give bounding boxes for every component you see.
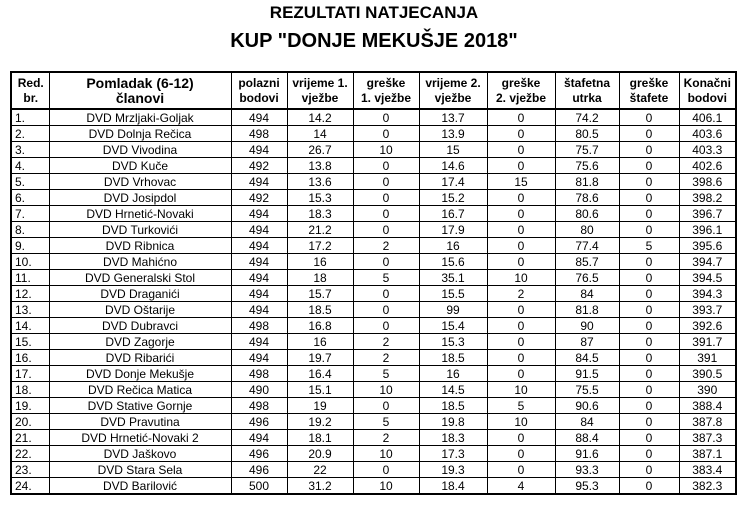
- relay-cell: 80.5: [555, 126, 619, 142]
- start-points-cell: 492: [231, 158, 287, 174]
- time-1-cell: 16: [287, 334, 353, 350]
- errors-2-cell: 0: [487, 206, 555, 222]
- errors-1-cell: 0: [353, 109, 419, 126]
- relay-cell: 85.7: [555, 254, 619, 270]
- time-2-cell: 16: [419, 366, 487, 382]
- team-cell: DVD Donje Mekušje: [49, 366, 231, 382]
- errors-1-cell: 0: [353, 174, 419, 190]
- time-2-cell: 16.7: [419, 206, 487, 222]
- relay-cell: 90: [555, 318, 619, 334]
- relay-errors-cell: 0: [619, 206, 679, 222]
- time-1-cell: 13.6: [287, 174, 353, 190]
- relay-cell: 77.4: [555, 238, 619, 254]
- time-1-cell: 14.2: [287, 109, 353, 126]
- time-1-cell: 18: [287, 270, 353, 286]
- table-row: [11, 430, 736, 446]
- time-2-cell: 18.5: [419, 398, 487, 414]
- team-cell: DVD Josipdol: [49, 190, 231, 206]
- final-points-cell: 394.7: [679, 254, 736, 270]
- relay-cell: 90.6: [555, 398, 619, 414]
- relay-errors-cell: 0: [619, 158, 679, 174]
- errors-1-cell: 0: [353, 190, 419, 206]
- relay-errors-cell: 0: [619, 222, 679, 238]
- table-row: [11, 382, 736, 398]
- competition-title: KUP "DONJE MEKUŠJE 2018": [230, 30, 518, 52]
- errors-1-cell: 5: [353, 366, 419, 382]
- errors-2-cell: 0: [487, 254, 555, 270]
- relay-errors-cell: 0: [619, 398, 679, 414]
- start-points-cell: 500: [231, 478, 287, 495]
- rank-cell: 13.: [11, 302, 49, 318]
- time-1-cell: 21.2: [287, 222, 353, 238]
- final-points-cell: 387.8: [679, 414, 736, 430]
- errors-1-cell: 0: [353, 254, 419, 270]
- start-points-cell: 494: [231, 109, 287, 126]
- final-points-cell: 382.3: [679, 478, 736, 495]
- final-points-cell: 391.7: [679, 334, 736, 350]
- page-title: REZULTATI NATJECANJA: [269, 3, 479, 22]
- time-1-cell: 17.2: [287, 238, 353, 254]
- table-row: [11, 302, 736, 318]
- start-points-cell: 494: [231, 174, 287, 190]
- final-points-cell: 387.3: [679, 430, 736, 446]
- relay-errors-cell: 0: [619, 446, 679, 462]
- final-points-cell: 402.6: [679, 158, 736, 174]
- time-1-cell: 22: [287, 462, 353, 478]
- team-cell: DVD Ribarići: [49, 350, 231, 366]
- rank-cell: 6.: [11, 190, 49, 206]
- table-row: [11, 109, 736, 126]
- team-cell: DVD Turkovići: [49, 222, 231, 238]
- time-2-cell: 19.3: [419, 462, 487, 478]
- table-row: [11, 206, 736, 222]
- relay-cell: 80: [555, 222, 619, 238]
- time-1-cell: 18.3: [287, 206, 353, 222]
- col-relay: štafetna utrka: [555, 72, 619, 109]
- relay-cell: 75.5: [555, 382, 619, 398]
- team-cell: DVD Rečica Matica: [49, 382, 231, 398]
- relay-errors-cell: 0: [619, 334, 679, 350]
- time-1-cell: 20.9: [287, 446, 353, 462]
- time-2-cell: 17.9: [419, 222, 487, 238]
- errors-2-cell: 0: [487, 142, 555, 158]
- time-2-cell: 18.4: [419, 478, 487, 495]
- time-2-cell: 19.8: [419, 414, 487, 430]
- errors-1-cell: 0: [353, 286, 419, 302]
- final-points-cell: 390.5: [679, 366, 736, 382]
- start-points-cell: 494: [231, 238, 287, 254]
- rank-cell: 23.: [11, 462, 49, 478]
- col-team: Pomladak (6-12) članovi: [49, 72, 231, 109]
- team-cell: DVD Stara Sela: [49, 462, 231, 478]
- start-points-cell: 494: [231, 270, 287, 286]
- relay-cell: 75.7: [555, 142, 619, 158]
- table-row: [11, 414, 736, 430]
- table-row: [11, 190, 736, 206]
- time-2-cell: 14.5: [419, 382, 487, 398]
- team-cell: DVD Dubravci: [49, 318, 231, 334]
- time-2-cell: 16: [419, 238, 487, 254]
- rank-cell: 4.: [11, 158, 49, 174]
- time-1-cell: 16.4: [287, 366, 353, 382]
- relay-errors-cell: 0: [619, 478, 679, 495]
- start-points-cell: 490: [231, 382, 287, 398]
- start-points-cell: 494: [231, 302, 287, 318]
- col-rank: Red. br.: [11, 72, 49, 109]
- rank-cell: 8.: [11, 222, 49, 238]
- relay-cell: 80.6: [555, 206, 619, 222]
- errors-2-cell: 0: [487, 222, 555, 238]
- errors-2-cell: 10: [487, 270, 555, 286]
- time-1-cell: 19: [287, 398, 353, 414]
- errors-2-cell: 0: [487, 302, 555, 318]
- team-cell: DVD Draganići: [49, 286, 231, 302]
- table-row: [11, 334, 736, 350]
- relay-cell: 91.6: [555, 446, 619, 462]
- team-cell: DVD Hrnetić-Novaki 2: [49, 430, 231, 446]
- final-points-cell: 406.1: [679, 109, 736, 126]
- table-row: [11, 446, 736, 462]
- errors-1-cell: 2: [353, 238, 419, 254]
- errors-2-cell: 0: [487, 238, 555, 254]
- relay-errors-cell: 0: [619, 302, 679, 318]
- relay-cell: 91.5: [555, 366, 619, 382]
- relay-errors-cell: 0: [619, 286, 679, 302]
- team-cell: DVD Hrnetić-Novaki: [49, 206, 231, 222]
- final-points-cell: 394.5: [679, 270, 736, 286]
- final-points-cell: 403.6: [679, 126, 736, 142]
- start-points-cell: 494: [231, 222, 287, 238]
- time-1-cell: 15.3: [287, 190, 353, 206]
- relay-cell: 84.5: [555, 350, 619, 366]
- time-1-cell: 31.2: [287, 478, 353, 495]
- relay-cell: 95.3: [555, 478, 619, 495]
- errors-2-cell: 0: [487, 158, 555, 174]
- time-1-cell: 19.2: [287, 414, 353, 430]
- team-cell: DVD Vrhovac: [49, 174, 231, 190]
- errors-1-cell: 0: [353, 206, 419, 222]
- time-2-cell: 14.6: [419, 158, 487, 174]
- time-2-cell: 15.4: [419, 318, 487, 334]
- final-points-cell: 396.7: [679, 206, 736, 222]
- relay-errors-cell: 0: [619, 350, 679, 366]
- final-points-cell: 387.1: [679, 446, 736, 462]
- rank-cell: 7.: [11, 206, 49, 222]
- relay-cell: 81.8: [555, 174, 619, 190]
- start-points-cell: 498: [231, 318, 287, 334]
- col-errors-2: greške 2. vježbe: [487, 72, 555, 109]
- time-2-cell: 35.1: [419, 270, 487, 286]
- start-points-cell: 494: [231, 286, 287, 302]
- table-row: [11, 318, 736, 334]
- errors-2-cell: 0: [487, 430, 555, 446]
- relay-cell: 84: [555, 414, 619, 430]
- rank-cell: 18.: [11, 382, 49, 398]
- time-2-cell: 18.5: [419, 350, 487, 366]
- relay-cell: 93.3: [555, 462, 619, 478]
- rank-cell: 17.: [11, 366, 49, 382]
- team-cell: DVD Zagorje: [49, 334, 231, 350]
- time-2-cell: 13.7: [419, 109, 487, 126]
- time-1-cell: 16: [287, 254, 353, 270]
- errors-2-cell: 10: [487, 414, 555, 430]
- rank-cell: 22.: [11, 446, 49, 462]
- relay-errors-cell: 5: [619, 238, 679, 254]
- time-1-cell: 15.1: [287, 382, 353, 398]
- table-row: [11, 398, 736, 414]
- start-points-cell: 498: [231, 126, 287, 142]
- table-row: [11, 478, 736, 495]
- final-points-cell: 396.1: [679, 222, 736, 238]
- col-time-2: vrijeme 2. vježbe: [419, 72, 487, 109]
- rank-cell: 21.: [11, 430, 49, 446]
- relay-errors-cell: 0: [619, 254, 679, 270]
- team-cell: DVD Vivodina: [49, 142, 231, 158]
- time-1-cell: 26.7: [287, 142, 353, 158]
- time-2-cell: 15.6: [419, 254, 487, 270]
- start-points-cell: 494: [231, 350, 287, 366]
- rank-cell: 11.: [11, 270, 49, 286]
- table-row: [11, 462, 736, 478]
- col-time-1: vrijeme 1. vježbe: [287, 72, 353, 109]
- errors-2-cell: 0: [487, 109, 555, 126]
- final-points-cell: 393.7: [679, 302, 736, 318]
- team-cell: DVD Kuče: [49, 158, 231, 174]
- col-relay-errors: greške štafete: [619, 72, 679, 109]
- table-row: [11, 286, 736, 302]
- final-points-cell: 392.6: [679, 318, 736, 334]
- start-points-cell: 498: [231, 366, 287, 382]
- table-row: [11, 366, 736, 382]
- team-cell: DVD Oštarije: [49, 302, 231, 318]
- rank-cell: 15.: [11, 334, 49, 350]
- errors-2-cell: 5: [487, 398, 555, 414]
- table-row: [11, 350, 736, 366]
- relay-cell: 88.4: [555, 430, 619, 446]
- relay-cell: 87: [555, 334, 619, 350]
- final-points-cell: 395.6: [679, 238, 736, 254]
- errors-2-cell: 15: [487, 174, 555, 190]
- final-points-cell: 403.3: [679, 142, 736, 158]
- final-points-cell: 383.4: [679, 462, 736, 478]
- table-row: [11, 142, 736, 158]
- col-errors-1: greške 1. vježbe: [353, 72, 419, 109]
- relay-errors-cell: 0: [619, 190, 679, 206]
- errors-2-cell: 0: [487, 462, 555, 478]
- rank-cell: 16.: [11, 350, 49, 366]
- table-row: [11, 174, 736, 190]
- errors-1-cell: 0: [353, 222, 419, 238]
- rank-cell: 2.: [11, 126, 49, 142]
- rank-cell: 14.: [11, 318, 49, 334]
- errors-1-cell: 10: [353, 142, 419, 158]
- table-row: [11, 222, 736, 238]
- team-cell: DVD Barilović: [49, 478, 231, 495]
- start-points-cell: 492: [231, 190, 287, 206]
- rank-cell: 9.: [11, 238, 49, 254]
- rank-cell: 1.: [11, 109, 49, 126]
- table-row: [11, 254, 736, 270]
- start-points-cell: 496: [231, 446, 287, 462]
- relay-cell: 78.6: [555, 190, 619, 206]
- rank-cell: 10.: [11, 254, 49, 270]
- start-points-cell: 494: [231, 334, 287, 350]
- team-cell: DVD Stative Gornje: [49, 398, 231, 414]
- start-points-cell: 494: [231, 254, 287, 270]
- final-points-cell: 394.3: [679, 286, 736, 302]
- final-points-cell: 390: [679, 382, 736, 398]
- time-2-cell: 99: [419, 302, 487, 318]
- team-cell: DVD Ribnica: [49, 238, 231, 254]
- relay-errors-cell: 0: [619, 109, 679, 126]
- time-2-cell: 18.3: [419, 430, 487, 446]
- relay-errors-cell: 0: [619, 462, 679, 478]
- time-1-cell: 18.5: [287, 302, 353, 318]
- errors-1-cell: 5: [353, 270, 419, 286]
- time-2-cell: 15.5: [419, 286, 487, 302]
- relay-cell: 74.2: [555, 109, 619, 126]
- errors-1-cell: 5: [353, 414, 419, 430]
- col-start-points: polazni bodovi: [231, 72, 287, 109]
- start-points-cell: 496: [231, 462, 287, 478]
- final-points-cell: 398.2: [679, 190, 736, 206]
- errors-2-cell: 2: [487, 286, 555, 302]
- errors-1-cell: 10: [353, 446, 419, 462]
- errors-2-cell: 0: [487, 366, 555, 382]
- final-points-cell: 391: [679, 350, 736, 366]
- time-2-cell: 13.9: [419, 126, 487, 142]
- rank-cell: 12.: [11, 286, 49, 302]
- relay-cell: 84: [555, 286, 619, 302]
- table-row: [11, 238, 736, 254]
- col-final-points: Konačni bodovi: [679, 72, 736, 109]
- team-cell: DVD Jaškovo: [49, 446, 231, 462]
- errors-2-cell: 0: [487, 446, 555, 462]
- relay-errors-cell: 0: [619, 142, 679, 158]
- start-points-cell: 494: [231, 142, 287, 158]
- time-1-cell: 16.8: [287, 318, 353, 334]
- errors-1-cell: 0: [353, 126, 419, 142]
- team-cell: DVD Generalski Stol: [49, 270, 231, 286]
- errors-2-cell: 0: [487, 334, 555, 350]
- errors-1-cell: 0: [353, 302, 419, 318]
- team-cell: DVD Mrzljaki-Goljak: [49, 109, 231, 126]
- team-cell: DVD Pravutina: [49, 414, 231, 430]
- relay-errors-cell: 0: [619, 126, 679, 142]
- rank-cell: 20.: [11, 414, 49, 430]
- relay-errors-cell: 0: [619, 366, 679, 382]
- relay-cell: 76.5: [555, 270, 619, 286]
- time-2-cell: 15: [419, 142, 487, 158]
- rank-cell: 19.: [11, 398, 49, 414]
- time-2-cell: 15.3: [419, 334, 487, 350]
- start-points-cell: 494: [231, 430, 287, 446]
- time-2-cell: 15.2: [419, 190, 487, 206]
- header-row: [11, 72, 736, 109]
- table-row: [11, 158, 736, 174]
- relay-errors-cell: 0: [619, 318, 679, 334]
- relay-errors-cell: 0: [619, 382, 679, 398]
- rank-cell: 5.: [11, 174, 49, 190]
- errors-1-cell: 0: [353, 318, 419, 334]
- time-1-cell: 19.7: [287, 350, 353, 366]
- start-points-cell: 496: [231, 414, 287, 430]
- rank-cell: 3.: [11, 142, 49, 158]
- errors-2-cell: 10: [487, 382, 555, 398]
- errors-2-cell: 0: [487, 190, 555, 206]
- time-1-cell: 13.8: [287, 158, 353, 174]
- final-points-cell: 398.6: [679, 174, 736, 190]
- time-2-cell: 17.4: [419, 174, 487, 190]
- errors-1-cell: 2: [353, 334, 419, 350]
- errors-2-cell: 0: [487, 126, 555, 142]
- errors-1-cell: 2: [353, 430, 419, 446]
- rank-cell: 24.: [11, 478, 49, 495]
- errors-2-cell: 0: [487, 350, 555, 366]
- relay-errors-cell: 0: [619, 174, 679, 190]
- errors-1-cell: 10: [353, 478, 419, 495]
- relay-errors-cell: 0: [619, 414, 679, 430]
- start-points-cell: 494: [231, 206, 287, 222]
- final-points-cell: 388.4: [679, 398, 736, 414]
- errors-1-cell: 0: [353, 158, 419, 174]
- errors-2-cell: 4: [487, 478, 555, 495]
- errors-1-cell: 0: [353, 398, 419, 414]
- relay-cell: 81.8: [555, 302, 619, 318]
- errors-1-cell: 10: [353, 382, 419, 398]
- start-points-cell: 498: [231, 398, 287, 414]
- errors-1-cell: 0: [353, 462, 419, 478]
- relay-errors-cell: 0: [619, 430, 679, 446]
- team-cell: DVD Mahićno: [49, 254, 231, 270]
- relay-errors-cell: 0: [619, 270, 679, 286]
- time-1-cell: 15.7: [287, 286, 353, 302]
- time-1-cell: 18.1: [287, 430, 353, 446]
- time-1-cell: 14: [287, 126, 353, 142]
- time-2-cell: 17.3: [419, 446, 487, 462]
- team-cell: DVD Dolnja Rečica: [49, 126, 231, 142]
- table-row: [11, 126, 736, 142]
- relay-cell: 75.6: [555, 158, 619, 174]
- errors-1-cell: 2: [353, 350, 419, 366]
- errors-2-cell: 0: [487, 318, 555, 334]
- table-row: [11, 270, 736, 286]
- results-table: [10, 71, 737, 495]
